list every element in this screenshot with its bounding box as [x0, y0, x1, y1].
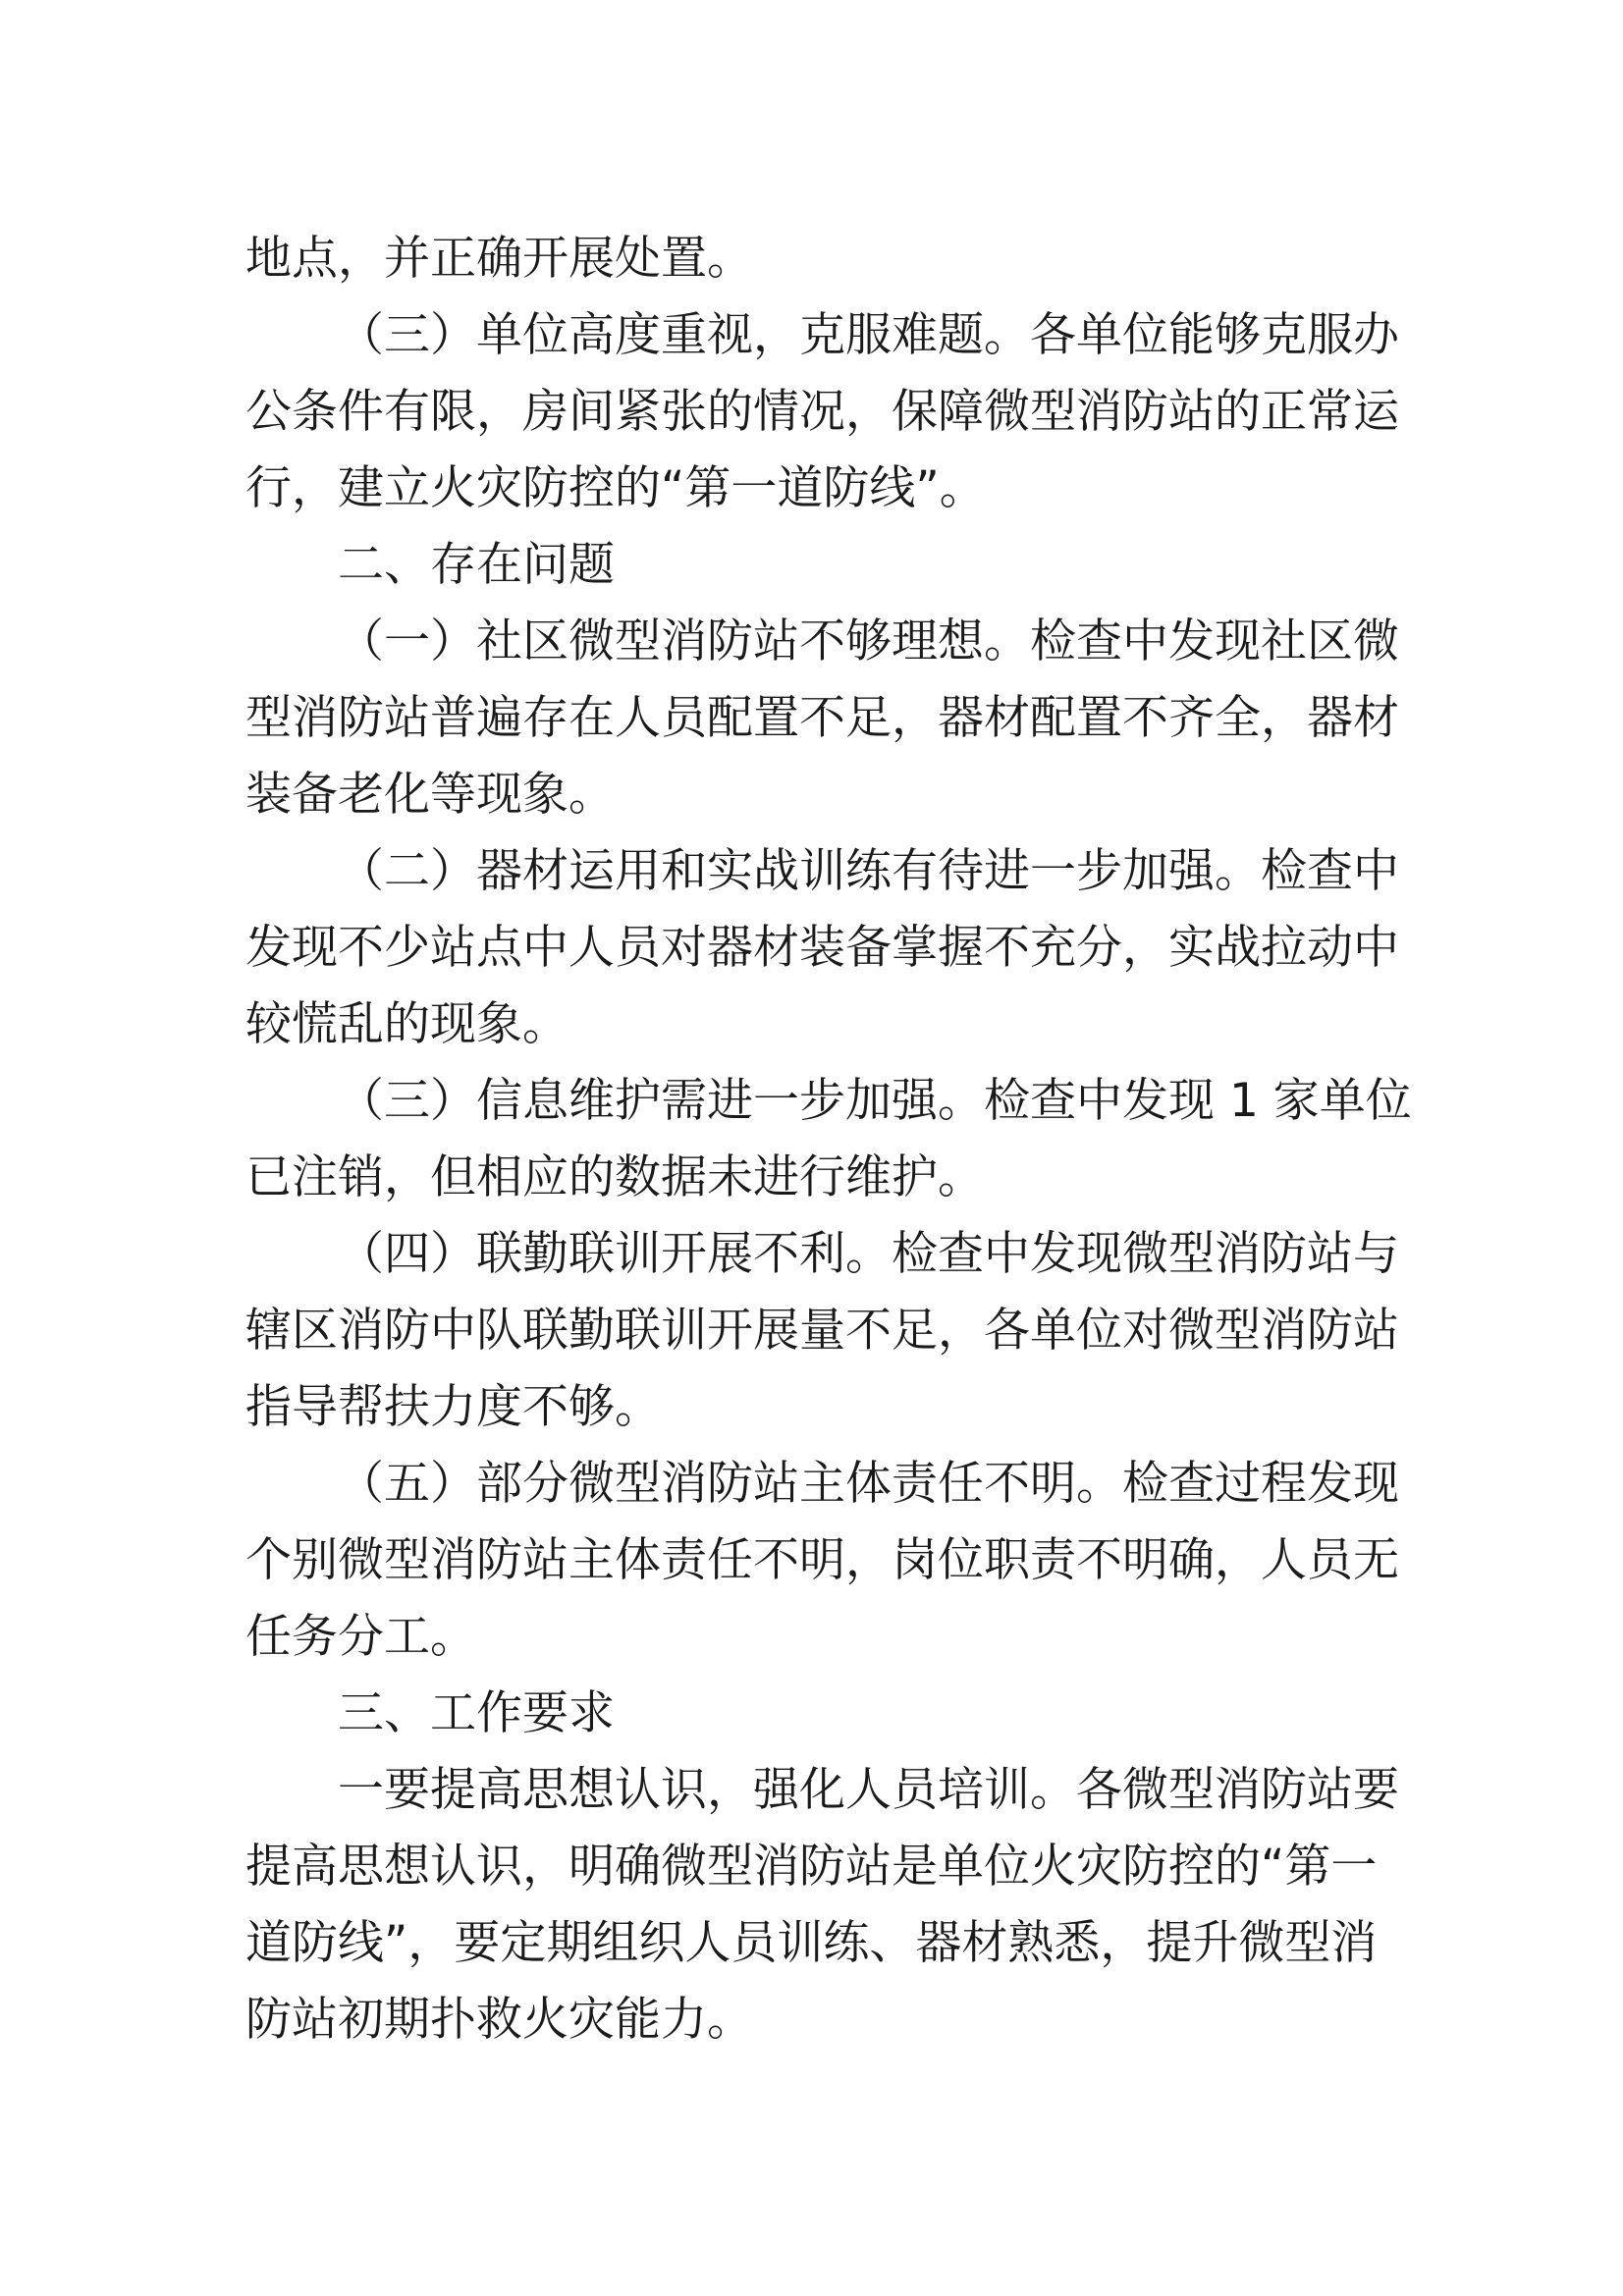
text-line: 较慌乱的现象。 — [245, 997, 568, 1051]
paragraph-start-line: （三）信息维护需进一步加强。检查中发现 1 家单位 — [338, 1074, 1412, 1128]
paragraph-start-line: （一）社区微型消防站不够理想。检查中发现社区微 — [338, 614, 1399, 668]
text-line: 任务分工。 — [245, 1610, 476, 1664]
paragraph-start-line: （二）器材运用和实战训练有待进一步加强。检查中 — [338, 844, 1399, 898]
text-line: 装备老化等现象。 — [245, 768, 615, 822]
text-line: 行，建立火灾防控的“第一道防线”。 — [245, 461, 986, 515]
text-line: 已注销，但相应的数据未进行维护。 — [245, 1150, 984, 1204]
text-line: 地点，并正确开展处置。 — [245, 232, 753, 286]
text-line: 提高思想认识，明确微型消防站是单位火灾防控的“第一 — [245, 1840, 1378, 1894]
paragraph-start-line: （五）部分微型消防站主体责任不明。检查过程发现 — [338, 1457, 1399, 1511]
text-line: 防站初期扑救火灾能力。 — [245, 1993, 753, 2047]
section-heading-requirements: 三、工作要求 — [338, 1686, 615, 1740]
paragraph-start-line: （三）单位高度重视，克服难题。各单位能够克服办 — [338, 308, 1399, 362]
text-line: 型消防站普遍存在人员配置不足，器材配置不齐全，器材 — [245, 691, 1399, 745]
section-heading-problems: 二、存在问题 — [338, 538, 615, 592]
text-line: 发现不少站点中人员对器材装备掌握不充分，实战拉动中 — [245, 921, 1399, 975]
text-line: 公条件有限，房间紧张的情况，保障微型消防站的正常运 — [245, 385, 1399, 439]
text-line: 个别微型消防站主体责任不明，岗位职责不明确，人员无 — [245, 1533, 1399, 1587]
text-line: 辖区消防中队联勤联训开展量不足，各单位对微型消防站 — [245, 1304, 1399, 1358]
paragraph-start-line: 一要提高思想认识，强化人员培训。各微型消防站要 — [338, 1763, 1399, 1817]
paragraph-start-line: （四）联勤联训开展不利。检查中发现微型消防站与 — [338, 1227, 1399, 1281]
text-line: 道防线”，要定期组织人员训练、器材熟悉，提升微型消 — [245, 1916, 1378, 1970]
document-body — [245, 221, 1412, 2058]
text-line: 指导帮扶力度不够。 — [245, 1380, 661, 1434]
